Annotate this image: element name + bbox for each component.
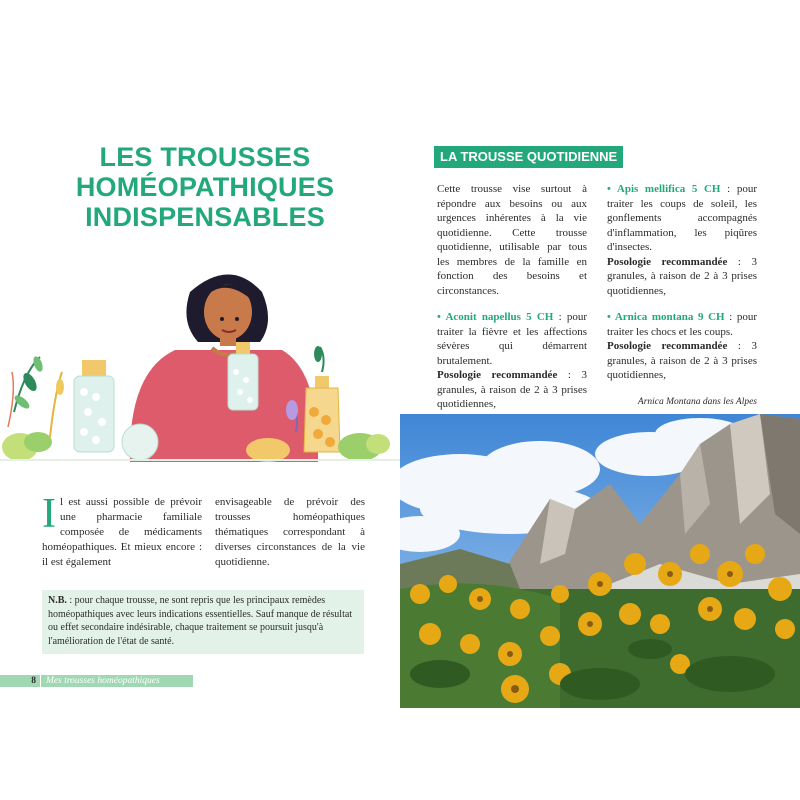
foliage-left xyxy=(2,355,64,461)
remedy-text: : pour traiter les coups de soleil, les gonflements accompagnés d'inflammation, les piqûres d'insectes. xyxy=(607,183,757,253)
remedy-apis xyxy=(607,182,757,298)
woman-figure xyxy=(130,275,318,463)
remedy-text: : pour traiter la fièvre et les affections sévères qui démarrent brutalement. xyxy=(437,311,587,367)
remedy-name: • Aconit napellus 5 CH xyxy=(437,311,554,323)
remedy-name: • Apis mellifica 5 CH xyxy=(607,183,721,195)
intro-text-left: l est aussi possible de prévoir une pharmacie familiale composée de médicaments homéopathiques. Et mieux encore : il est également xyxy=(42,496,202,568)
remedy-arnica xyxy=(607,310,757,383)
drop-cap: I xyxy=(42,491,56,537)
posology-text: : 3 granules, à raison de 2 à 3 prises quotidiennes, xyxy=(437,369,587,410)
nb-label: N.B. xyxy=(48,595,67,606)
intro-paragraph-right: envisageable de prévoir des trousses homéopathiques thématiques correspondant à diverses circonstances de la vie quotidienne. xyxy=(215,496,365,568)
woman-with-remedies-illustration xyxy=(0,262,400,462)
page-footer xyxy=(0,675,193,687)
posology-label: Posologie recommandée xyxy=(607,340,728,352)
right-column-right xyxy=(607,182,757,383)
nb-note-box xyxy=(42,590,364,654)
photo-caption: Arnica Montana dans les Alpes xyxy=(637,397,757,407)
nb-text: : pour chaque trousse, ne sont repris que les principaux remèdes homéopathiques avec leurs indications essentielles. Sauf manque de résultat ou effet secondaire indésirable, chaque traitement se poursuit jusqu'à l'amélioration de l'état de santé. xyxy=(48,595,353,647)
section-intro: Cette trousse vise surtout à répondre aux besoins ou aux urgences inhérentes à la vie quotidienne. Cette trousse quotidienne, utilisable par tous les membres de la famille en fonction des besoins et circonstances. xyxy=(437,183,587,297)
posology-label: Posologie recommandée xyxy=(607,255,728,268)
intro-paragraph-left xyxy=(42,491,202,570)
section-title: LA TROUSSE QUOTIDIENNE xyxy=(434,146,623,168)
page-number: 8 xyxy=(31,676,36,686)
posology-label: Posologie recommandée xyxy=(437,369,558,381)
remedy-name: • Arnica montana 9 CH xyxy=(607,311,725,323)
right-column-left xyxy=(437,182,587,412)
arnica-alps-photo xyxy=(400,414,800,708)
remedy-text: : pour traiter les chocs et les coups. xyxy=(607,311,757,338)
page-title: LES TROUSSES HOMÉOPATHIQUES INDISPENSABLES xyxy=(75,142,335,232)
posology-text: : 3 granules, à raison de 2 à 3 prises quotidiennes, xyxy=(607,255,757,297)
running-title: Mes trousses homéopathiques xyxy=(46,676,160,686)
posology-text: : 3 granules, à raison de 2 à 3 prises quotidiennes, xyxy=(607,340,757,381)
